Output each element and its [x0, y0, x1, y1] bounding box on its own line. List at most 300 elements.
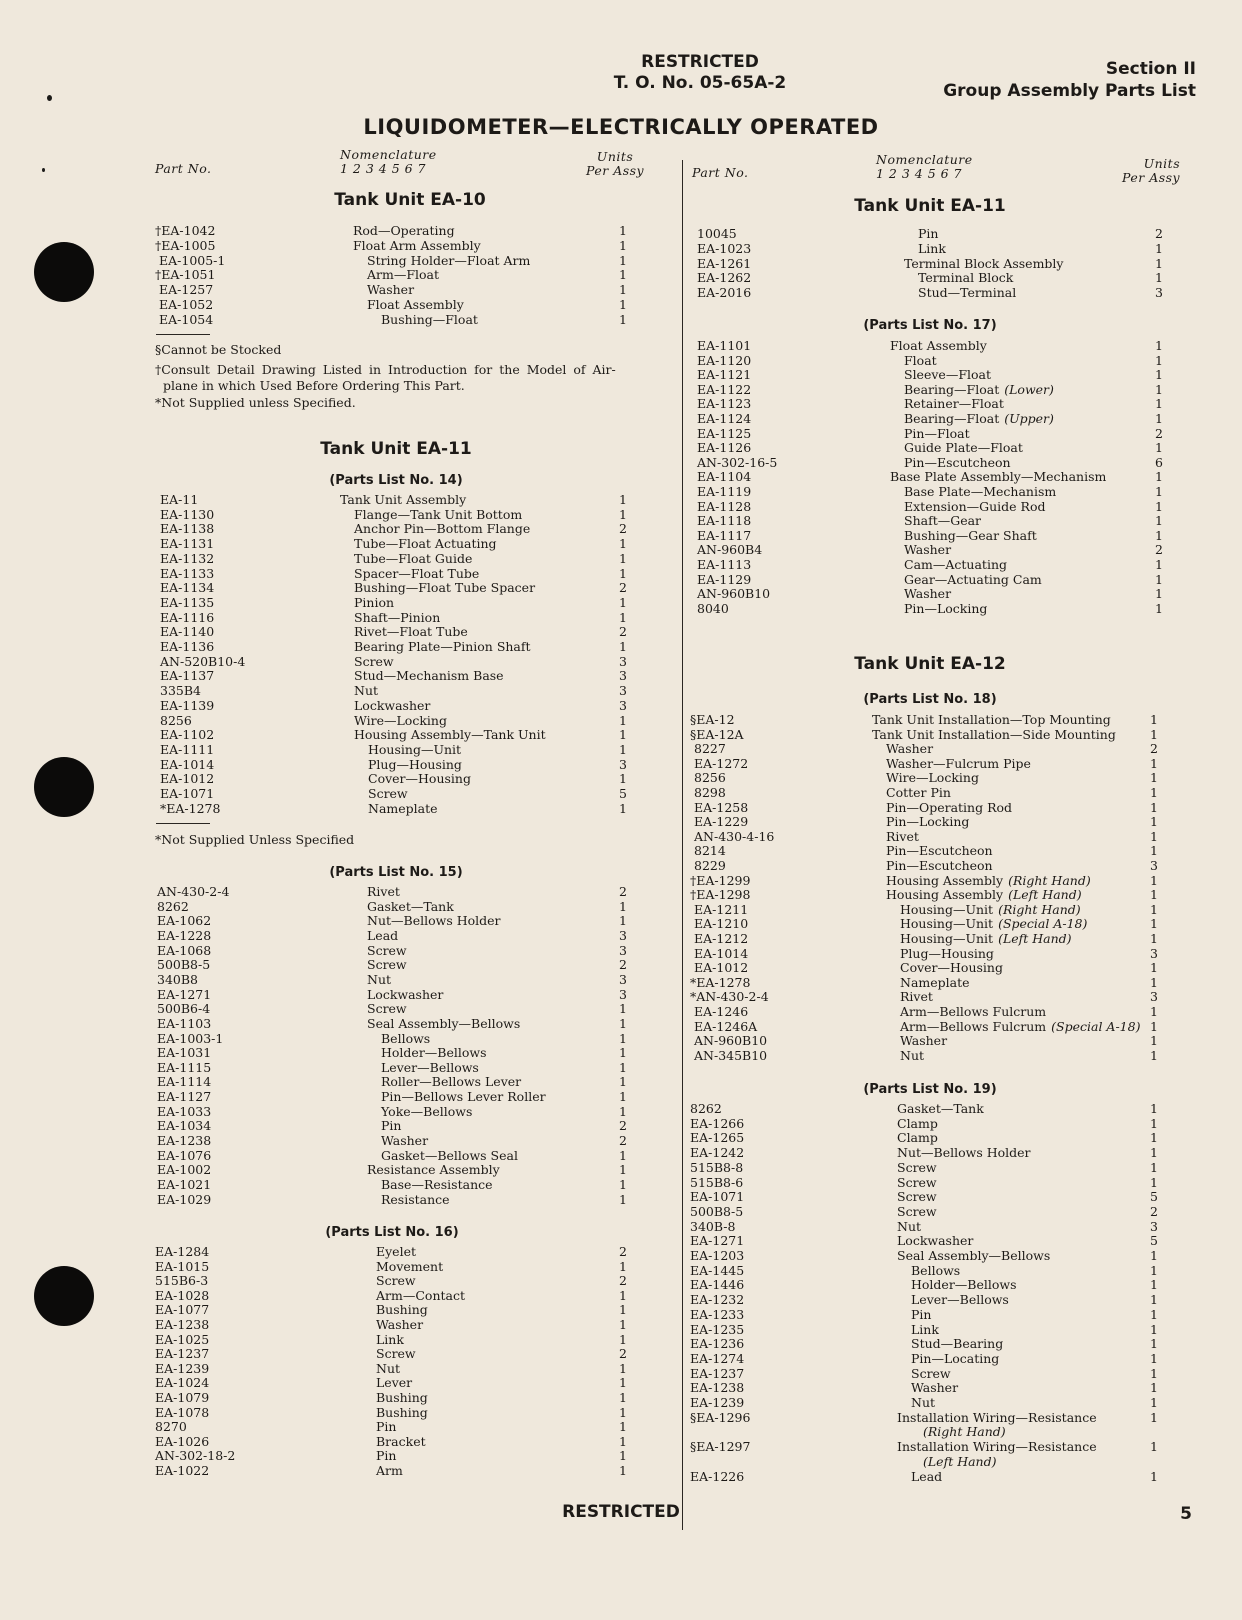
table-row — [690, 1248, 1158, 1263]
table-row — [690, 858, 1158, 873]
table-row — [690, 1233, 1158, 1248]
table-row — [155, 312, 627, 327]
table-row — [160, 727, 627, 742]
table-row — [157, 1045, 627, 1060]
nomenclature: Rivet — [900, 989, 933, 1005]
nomenclature: Screw — [897, 1174, 937, 1190]
part-number: EA-1005-1 — [159, 252, 226, 268]
parts-list-19-title: (Parts List No. 19) — [863, 1082, 997, 1097]
nomenclature-label: Nomenclature — [876, 152, 973, 167]
nomenclature: Seal Assembly—Bellows — [897, 1248, 1051, 1263]
nomenclature: Wire—Locking — [354, 712, 447, 728]
nomenclature: Bellows — [381, 1030, 431, 1046]
part-number: EA-1446 — [690, 1277, 745, 1293]
nomenclature-qualifier: (Lower) — [1004, 381, 1054, 397]
nomenclature: Tank Unit Assembly — [340, 492, 467, 507]
nomenclature: Lockwasher — [367, 986, 444, 1002]
table-row — [690, 829, 1158, 844]
units-per-assy: 1 — [619, 311, 627, 327]
part-number: EA-1021 — [157, 1177, 212, 1192]
units-per-assy: 1 — [619, 594, 627, 610]
table-row — [690, 785, 1158, 800]
table-row — [690, 843, 1158, 858]
table-row — [697, 557, 1163, 572]
table-row — [690, 814, 1158, 829]
part-number: 8214 — [694, 843, 726, 859]
part-number: EA-1140 — [160, 624, 215, 640]
part-number: AN-345B10 — [694, 1047, 768, 1063]
section-label: Section II — [1105, 59, 1196, 79]
part-number: *EA-1278 — [690, 974, 751, 990]
units-per-assy: 1 — [1150, 755, 1158, 771]
table-row — [160, 580, 627, 595]
table-row — [690, 1204, 1158, 1219]
units-per-assy: 1 — [1150, 799, 1158, 815]
nomenclature: Pin—Float — [904, 425, 970, 441]
table-row — [697, 396, 1163, 411]
units-per-assy: 1 — [1150, 1047, 1158, 1063]
nomenclature: Lead — [911, 1468, 943, 1484]
units-per-assy: 1 — [619, 237, 627, 253]
part-number: EA-1114 — [157, 1074, 212, 1090]
nomenclature: Housing Assembly (Left Hand) — [886, 887, 1082, 903]
units-per-assy: 1 — [619, 1030, 627, 1046]
part-number: EA-1103 — [157, 1015, 212, 1031]
part-number: EA-1237 — [155, 1346, 210, 1362]
units-per-assy: 1 — [1150, 814, 1158, 830]
nomenclature: Pin—Escutcheon — [886, 843, 993, 859]
nomenclature: Screw — [376, 1273, 416, 1289]
units-per-assy: 1 — [1150, 916, 1158, 932]
units-per-assy: 1 — [619, 1302, 627, 1318]
part-number: EA-11 — [160, 492, 199, 507]
table-row — [690, 770, 1158, 785]
table-row — [155, 1244, 627, 1259]
nomenclature: Lockwasher — [897, 1233, 974, 1249]
part-number: EA-1265 — [690, 1130, 745, 1146]
units-per-assy: 2 — [1155, 425, 1163, 441]
units-per-assy: 1 — [1150, 1101, 1158, 1116]
nomenclature: Bracket — [376, 1433, 426, 1449]
nomenclature: Gasket—Tank — [897, 1101, 984, 1116]
table-row — [157, 1104, 627, 1119]
nomenclature: Movement — [376, 1258, 444, 1274]
table-row — [160, 566, 627, 581]
nomenclature: Washer — [381, 1133, 429, 1149]
part-number: EA-1246 — [694, 1004, 749, 1019]
table-row — [155, 282, 627, 297]
nomenclature: Rivet — [886, 828, 919, 844]
table-row — [697, 572, 1163, 587]
table-row — [160, 492, 627, 507]
table-row — [160, 757, 627, 772]
nomenclature: Float Assembly — [890, 338, 987, 353]
part-number: 500B6-4 — [157, 1001, 211, 1017]
nomenclature: Base—Resistance — [381, 1177, 493, 1192]
table-row — [690, 1145, 1158, 1160]
part-number: EA-1203 — [690, 1248, 745, 1263]
to-number: T. O. No. 05-65A-2 — [613, 73, 787, 93]
units-per-assy: 1 — [1150, 1321, 1158, 1337]
nomenclature: Holder—Bellows — [381, 1045, 487, 1061]
table-row — [690, 1277, 1158, 1292]
units-per-assy: 1 — [1150, 960, 1158, 976]
table-row — [697, 256, 1163, 271]
table-row — [690, 712, 1158, 727]
units-per-assy: 3 — [1150, 989, 1158, 1005]
units-per-assy: 1 — [619, 1433, 627, 1449]
nomenclature-qualifier: (Upper) — [1004, 411, 1054, 426]
table-row — [160, 771, 627, 786]
part-number: EA-1127 — [157, 1089, 212, 1105]
col-header-units-left — [586, 150, 644, 178]
part-number: EA-1102 — [160, 727, 215, 743]
nomenclature: Sleeve—Float — [904, 367, 991, 383]
units-per-assy: 1 — [619, 506, 627, 522]
table-row — [697, 586, 1163, 601]
units-per-assy: 1 — [1150, 1145, 1158, 1161]
table-row — [160, 713, 627, 728]
part-number: *EA-1278 — [160, 800, 221, 816]
part-number: EA-1284 — [155, 1244, 210, 1259]
units-per-assy: 1 — [619, 609, 627, 625]
table-row — [155, 1259, 627, 1274]
units-per-assy: 1 — [619, 1103, 627, 1119]
nomenclature: Flange—Tank Unit Bottom — [354, 506, 523, 522]
units-per-assy: 2 — [619, 580, 627, 596]
part-number: EA-1062 — [157, 913, 212, 929]
part-number: EA-1071 — [160, 786, 215, 801]
units-per-assy: 1 — [1150, 1409, 1158, 1425]
units-label: Units — [1143, 156, 1181, 171]
units-per-assy: 1 — [619, 913, 627, 929]
footnote-not-supplied: *Not Supplied Unless Specified — [155, 832, 355, 847]
nomenclature: Rod—Operating — [353, 223, 455, 238]
table-row — [690, 1130, 1158, 1145]
nomenclature: Housing—Unit (Right Hand) — [900, 901, 1081, 917]
units-per-assy: 1 — [1155, 396, 1163, 412]
nomenclature: Cam—Actuating — [904, 557, 1007, 572]
indent-levels: 1 2 3 4 5 6 7 — [876, 166, 963, 181]
part-number: EA-1210 — [694, 916, 749, 932]
table-row — [690, 1292, 1158, 1307]
table-row — [155, 1332, 627, 1347]
table-row — [697, 382, 1163, 397]
table-row — [697, 542, 1163, 557]
units-per-assy: 1 — [619, 639, 627, 654]
table-row — [690, 1033, 1158, 1048]
units-per-assy: 2 — [619, 1244, 627, 1259]
table-row — [160, 654, 627, 669]
part-number: EA-1445 — [690, 1262, 745, 1278]
nomenclature: Lead — [367, 927, 399, 943]
units-per-assy: 1 — [1150, 1115, 1158, 1131]
table-row — [690, 1366, 1158, 1381]
part-number: EA-1128 — [697, 498, 752, 514]
nomenclature-qualifier: (Special A-18) — [1051, 1018, 1141, 1034]
nomenclature: Terminal Block — [918, 270, 1014, 286]
part-number: 8229 — [694, 858, 726, 873]
units-per-assy: 1 — [1150, 726, 1158, 742]
nomenclature: Bushing — [376, 1390, 428, 1405]
part-number: EA-1033 — [157, 1103, 212, 1119]
units-per-assy: 2 — [619, 624, 627, 640]
units-per-assy: 5 — [1150, 1189, 1158, 1205]
part-number: EA-1120 — [697, 352, 752, 368]
units-per-assy: 1 — [619, 1375, 627, 1391]
part-number: EA-1126 — [697, 440, 752, 456]
nomenclature: Clamp — [897, 1115, 938, 1131]
table-row — [157, 1089, 627, 1104]
footer-restricted: RESTRICTED — [562, 1502, 680, 1522]
part-number: EA-1232 — [690, 1292, 745, 1308]
table-row — [155, 1288, 627, 1303]
col-header-part-no-left: Part No. — [155, 161, 212, 176]
nomenclature: Nameplate — [368, 800, 438, 816]
part-number: EA-1271 — [690, 1233, 745, 1249]
nomenclature: Bushing—Float — [381, 311, 478, 327]
nomenclature: Lever — [376, 1375, 413, 1391]
table-row — [690, 989, 1158, 1004]
units-per-assy: 2 — [1155, 542, 1163, 558]
units-per-assy: 3 — [1150, 945, 1158, 961]
part-number: EA-1258 — [694, 799, 749, 815]
table-row — [690, 1410, 1158, 1425]
table-row — [155, 1302, 627, 1317]
part-number: EA-1014 — [160, 756, 215, 772]
table-row — [690, 1439, 1158, 1454]
table-row — [157, 1031, 627, 1046]
units-per-assy: 1 — [1150, 872, 1158, 888]
part-number: EA-1003-1 — [157, 1030, 224, 1046]
binder-hole-middle — [34, 757, 94, 817]
table-row — [690, 960, 1158, 975]
part-number: EA-1012 — [694, 960, 749, 976]
per-assy-label: Per Assy — [586, 163, 645, 178]
units-per-assy: 5 — [619, 786, 627, 801]
nomenclature: Bearing Plate—Pinion Shaft — [354, 639, 531, 654]
table-row — [160, 742, 627, 757]
part-number: 335B4 — [160, 683, 201, 699]
table-row — [690, 1219, 1158, 1234]
paper-speck — [42, 168, 45, 172]
part-number: EA-1014 — [694, 945, 749, 961]
nomenclature: Roller—Bellows Lever — [381, 1074, 522, 1090]
nomenclature: Tank Unit Installation—Side Mounting — [872, 726, 1116, 742]
part-number: 515B8-6 — [690, 1174, 744, 1190]
table-row — [157, 1060, 627, 1075]
units-per-assy: 1 — [1150, 1336, 1158, 1352]
units-per-assy: 1 — [1155, 367, 1163, 383]
parts-list-15-title: (Parts List No. 15) — [329, 865, 463, 880]
table-row — [690, 1048, 1158, 1063]
nomenclature: Gasket—Bellows Seal — [381, 1147, 518, 1163]
part-number: EA-1131 — [160, 536, 215, 552]
nomenclature: Link — [376, 1331, 404, 1347]
nomenclature: Housing—Unit — [368, 741, 462, 757]
table-row — [697, 226, 1163, 241]
nomenclature: Pin — [381, 1118, 402, 1134]
part-number: †EA-1298 — [690, 887, 751, 903]
units-per-assy: 3 — [619, 927, 627, 943]
part-number: EA-1238 — [157, 1133, 212, 1149]
part-number: EA-1246A — [694, 1018, 758, 1034]
units-per-assy: 1 — [619, 1015, 627, 1031]
nomenclature: Lever—Bellows — [911, 1292, 1009, 1308]
part-number: EA-1132 — [160, 550, 215, 566]
units-per-assy: 2 — [619, 884, 627, 899]
column-divider — [682, 160, 683, 1530]
table-row — [155, 223, 627, 238]
units-per-assy: 1 — [619, 1317, 627, 1332]
table-row — [697, 499, 1163, 514]
part-number: EA-1104 — [697, 469, 752, 485]
part-number: EA-1262 — [697, 270, 752, 286]
nomenclature: Screw — [897, 1189, 937, 1205]
table-row — [690, 887, 1158, 902]
nomenclature: Stud—Mechanism Base — [354, 668, 504, 684]
part-number: EA-1031 — [157, 1045, 212, 1061]
units-per-assy: 1 — [1150, 1306, 1158, 1322]
table-row — [157, 987, 627, 1002]
table-row — [690, 1469, 1158, 1484]
table-row — [690, 1116, 1158, 1131]
table-row — [690, 916, 1158, 931]
col-header-units-right — [1122, 157, 1180, 185]
part-number: †EA-1005 — [155, 237, 216, 253]
parts-list-18-title: (Parts List No. 18) — [863, 692, 997, 707]
table-row — [690, 1160, 1158, 1175]
nomenclature: Cover—Housing — [368, 771, 471, 787]
units-per-assy: 1 — [619, 1390, 627, 1405]
table-row — [697, 270, 1163, 285]
table-row — [690, 873, 1158, 888]
units-per-assy: 3 — [619, 683, 627, 699]
units-per-assy: 1 — [1150, 1248, 1158, 1263]
units-per-assy: 5 — [1150, 1233, 1158, 1249]
table-row — [155, 1463, 627, 1478]
table-row — [160, 786, 627, 801]
units-per-assy: 1 — [619, 1045, 627, 1061]
part-number: EA-1115 — [157, 1059, 212, 1075]
units-per-assy: 1 — [619, 898, 627, 914]
units-per-assy: 3 — [1150, 1218, 1158, 1234]
table-row — [697, 241, 1163, 256]
part-number: EA-1139 — [160, 697, 215, 713]
table-row — [690, 1004, 1158, 1019]
units-per-assy: 1 — [1150, 828, 1158, 844]
nomenclature: Stud—Terminal — [918, 285, 1017, 301]
nomenclature: Pin—Escutcheon — [886, 858, 993, 873]
nomenclature-qualifier: (Special A-18) — [998, 916, 1088, 932]
part-number: †EA-1299 — [690, 872, 751, 888]
part-number: EA-1111 — [160, 741, 215, 757]
nomenclature: Plug—Housing — [368, 756, 462, 772]
table-row — [160, 698, 627, 713]
part-number: EA-1134 — [160, 580, 215, 596]
section-title-tank-unit-ea11-cont: Tank Unit EA-11 — [854, 196, 1006, 216]
nomenclature: Eyelet — [376, 1244, 417, 1259]
footnote-not-supplied: *Not Supplied unless Specified. — [155, 395, 356, 410]
nomenclature: Pin—Bellows Lever Roller — [381, 1089, 546, 1105]
part-number: AN-960B10 — [697, 586, 771, 602]
nomenclature: Base Plate—Mechanism — [904, 484, 1057, 499]
part-number: EA-1228 — [157, 927, 212, 943]
units-per-assy: 1 — [1150, 1395, 1158, 1410]
units-per-assy: 1 — [619, 771, 627, 787]
units-per-assy: 1 — [1155, 255, 1163, 271]
part-number: EA-1028 — [155, 1287, 210, 1303]
nomenclature: Washer — [367, 282, 415, 298]
nomenclature: Float — [904, 352, 937, 368]
binder-hole-bottom — [34, 1266, 94, 1326]
nomenclature: Housing Assembly—Tank Unit — [354, 727, 546, 743]
part-number: §EA-12 — [690, 712, 735, 727]
part-number: §EA-12A — [690, 726, 744, 742]
table-row — [157, 972, 627, 987]
units-per-assy: 1 — [1150, 1033, 1158, 1049]
units-per-assy: 1 — [619, 1147, 627, 1163]
nomenclature: Installation Wiring—Resistance — [897, 1439, 1097, 1455]
units-per-assy: 1 — [1155, 411, 1163, 426]
units-per-assy: 1 — [1155, 571, 1163, 587]
part-number: 10045 — [697, 226, 737, 241]
restricted-label: RESTRICTED — [641, 52, 759, 72]
units-per-assy: 1 — [619, 1258, 627, 1274]
nomenclature-qualifier: (Left Hand) — [923, 1453, 997, 1469]
part-number: 8298 — [694, 785, 726, 800]
nomenclature: Base Plate Assembly—Mechanism — [890, 469, 1107, 485]
nomenclature: Washer—Fulcrum Pipe — [886, 755, 1031, 771]
nomenclature: Screw — [911, 1365, 951, 1381]
section-title-tank-unit-ea12: Tank Unit EA-12 — [854, 654, 1006, 674]
part-number: 8256 — [694, 770, 726, 786]
table-row — [155, 1390, 627, 1405]
units-per-assy: 2 — [1155, 226, 1163, 241]
part-number: EA-1113 — [697, 557, 752, 572]
part-number: EA-1138 — [160, 521, 215, 537]
nomenclature: Shaft—Pinion — [354, 609, 441, 625]
nomenclature: Float Assembly — [367, 297, 464, 312]
nomenclature: Pin—Operating Rod — [886, 799, 1013, 815]
nomenclature: Pin—Locking — [904, 600, 988, 616]
part-number: 500B8-5 — [157, 957, 211, 973]
nomenclature: Pin — [376, 1448, 397, 1464]
part-number: EA-1236 — [690, 1336, 745, 1352]
part-number: EA-1029 — [157, 1191, 212, 1207]
units-per-assy: 1 — [1155, 440, 1163, 456]
nomenclature: Screw — [376, 1346, 416, 1362]
part-number: †EA-1042 — [155, 223, 216, 238]
part-number: EA-1136 — [160, 639, 215, 654]
part-number: EA-1212 — [694, 931, 749, 946]
indent-levels: 1 2 3 4 5 6 7 — [340, 161, 427, 176]
table-row — [690, 1175, 1158, 1190]
nomenclature: Nut — [897, 1218, 922, 1234]
part-number: AN-430-4-16 — [694, 828, 775, 844]
part-number: EA-1118 — [697, 513, 752, 529]
part-number: EA-1229 — [694, 814, 749, 830]
nomenclature: Seal Assembly—Bellows — [367, 1015, 521, 1031]
units-per-assy: 1 — [1150, 1292, 1158, 1308]
part-number: EA-1023 — [697, 240, 752, 256]
page-title: LIQUIDOMETER—ELECTRICALLY OPERATED — [363, 115, 879, 139]
section-title-tank-unit-ea10: Tank Unit EA-10 — [334, 190, 486, 210]
nomenclature: Screw — [897, 1159, 937, 1175]
nomenclature: Arm—Bellows Fulcrum — [900, 1004, 1047, 1019]
units-per-assy: 1 — [1150, 901, 1158, 917]
table-row — [157, 1016, 627, 1031]
